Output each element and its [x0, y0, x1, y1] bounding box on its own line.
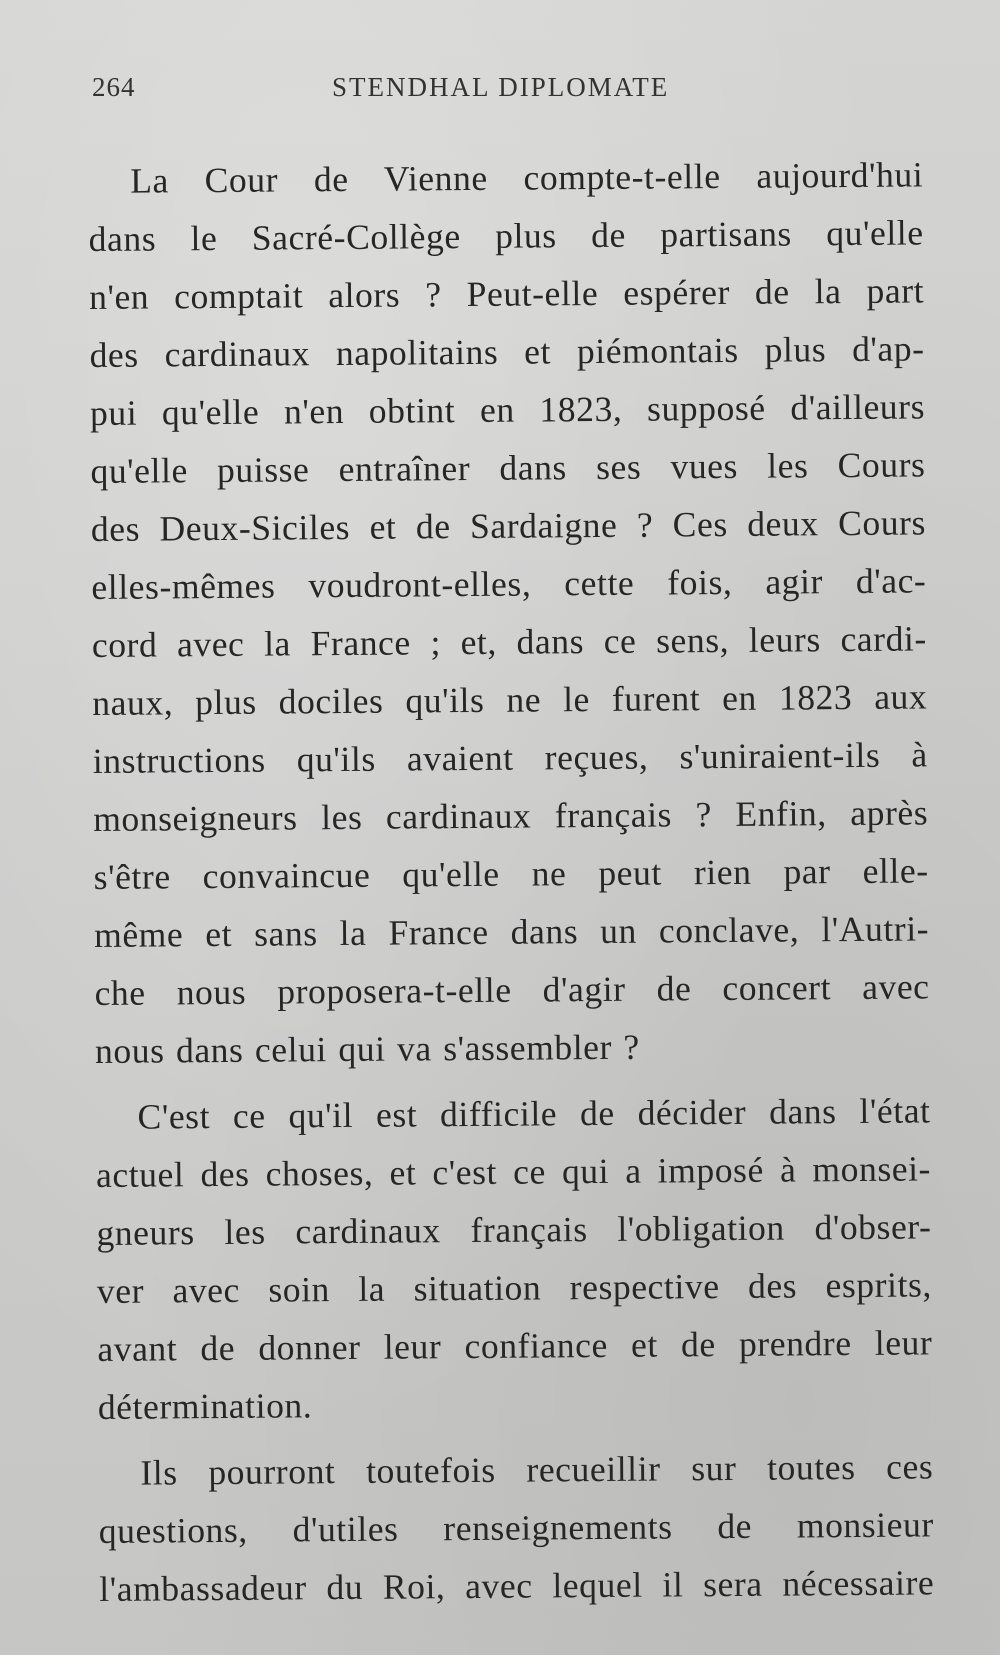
text-line: questions, d'utiles renseignements de monsieur — [98, 1504, 934, 1551]
text-line: avant de donner leur confiance et de prendre leur — [97, 1322, 933, 1369]
running-title: STENDHAL DIPLOMATE — [332, 72, 670, 102]
text-line: che nous proposera-t-elle d'agir de concert avec — [94, 966, 930, 1013]
page-header — [92, 72, 922, 112]
text-line: actuel des choses, et c'est ce qui a imposé à monsei- — [95, 1148, 932, 1195]
text-line: dans le Sacré-Collège plus de partisans qu'elle — [88, 212, 924, 259]
paragraph — [88, 145, 930, 1080]
text-line: l'ambassadeur du Roi, avec lequel il sera nécessaire — [99, 1562, 935, 1609]
text-line: gneurs les cardinaux français l'obligation d'obser- — [96, 1206, 932, 1253]
text-line: n'en comptait alors ? Peut-elle espérer de la part — [88, 270, 925, 317]
text-line: pui qu'elle n'en obtint en 1823, supposé d'ailleurs — [89, 386, 926, 433]
text-line: même et sans la France dans un conclave, l'Autri- — [93, 908, 930, 955]
body-text — [88, 145, 935, 1626]
text-line: nous dans celui qui va s'assembler ? — [94, 1026, 640, 1071]
text-line: Ils pourront toutefois recueillir sur toutes ces — [140, 1446, 934, 1493]
text-line: C'est ce qu'il est difficile de décider dans l'état — [137, 1090, 931, 1137]
text-line: La Cour de Vienne compte-t-elle aujourd'hui — [130, 154, 924, 201]
paragraph — [98, 1437, 934, 1618]
text-line: ver avec soin la situation respective des esprits, — [96, 1264, 933, 1311]
text-line: détermination. — [97, 1385, 313, 1427]
text-line: s'être convaincue qu'elle ne peut rien par elle- — [93, 850, 929, 897]
text-line: elles-mêmes voudront-elles, cette fois, agir d'ac- — [91, 560, 927, 607]
paragraph — [95, 1081, 933, 1436]
page-number: 264 — [92, 72, 136, 102]
text-line: naux, plus dociles qu'ils ne le furent en 1823 aux — [92, 676, 928, 723]
text-line: monseigneurs les cardinaux français ? Enfin, après — [93, 792, 929, 839]
text-line: qu'elle puisse entraîner dans ses vues les Cours — [90, 444, 926, 491]
text-line: des cardinaux napolitains et piémontais plus d'ap- — [89, 328, 925, 375]
text-line: cord avec la France ; et, dans ce sens, leurs cardi- — [91, 618, 928, 665]
text-line: des Deux-Siciles et de Sardaigne ? Ces deux Cours — [90, 502, 927, 549]
text-line: instructions qu'ils avaient reçues, s'uniraient-ils à — [92, 734, 928, 781]
